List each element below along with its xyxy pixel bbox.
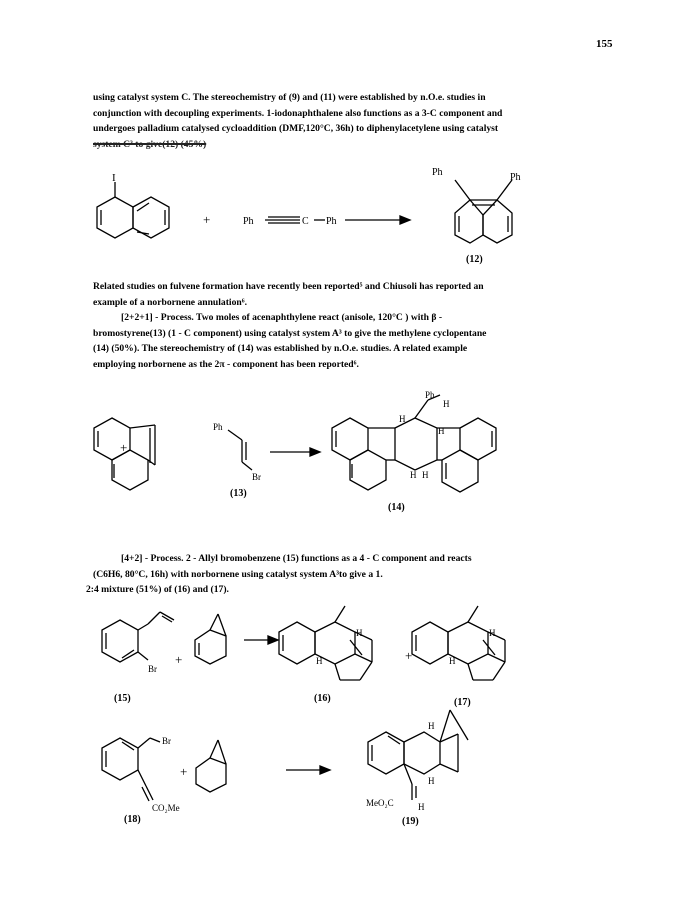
plus-sign: + — [405, 648, 413, 663]
br-label: Br — [252, 472, 261, 482]
br-label: Br — [148, 664, 157, 674]
text-line: 2:4 mixture (51%) of (16) and (17). — [86, 584, 229, 595]
benzene-ring — [102, 738, 138, 780]
h-label: H — [399, 414, 406, 424]
compound-label-16: (16) — [314, 693, 331, 704]
plus-sign: + — [120, 440, 128, 455]
compound-label-12: (12) — [466, 254, 483, 265]
compound-label-18: (18) — [124, 814, 141, 825]
compound-label-15: (15) — [114, 693, 131, 704]
ester-label: CO₂Me — [152, 803, 180, 813]
compound-label-14: (14) — [388, 502, 405, 513]
alkyne-c: C — [302, 216, 309, 227]
text-line: employing norbornene as the 2π - component has been reported⁶. — [93, 358, 359, 370]
compound-label-13: (13) — [230, 488, 247, 499]
h-label: H — [418, 802, 425, 812]
product-ph-left: Ph — [432, 167, 443, 178]
text-line-struck: system C³ to give(12) (45%) — [93, 138, 207, 150]
h-label: H — [428, 776, 435, 786]
text-line: using catalyst system C. The stereochemistry of (9) and (11) were established by n.O.e. studies in — [93, 92, 486, 103]
text-line: [2+2+1] - Process. Two moles of acenaphthylene react (anisole, 120°C ) with β - — [121, 312, 443, 323]
text-line: (C6H6, 80°C, 16h) with norbornene using catalyst system A³to give a 1. — [93, 568, 383, 580]
text-line: conjunction with decoupling experiments. 1-iodonaphthalene also functions as a 3-C component and — [93, 107, 503, 119]
text-line: bromostyrene(13) (1 - C component) using catalyst system A³ to give the methylene cyclopentane — [93, 327, 487, 339]
text-line: example of a norbornene annulation⁶. — [93, 296, 247, 308]
h-label: H — [410, 470, 417, 480]
alkyne-ph-left: Ph — [243, 216, 254, 227]
h-label: H — [443, 399, 450, 409]
h-label: H — [422, 470, 429, 480]
product-ph-label: Ph — [425, 390, 435, 400]
norbornene-ring — [196, 758, 226, 792]
product-ph-right: Ph — [510, 172, 521, 183]
text-line: Related studies on fulvene formation have recently been reported⁵ and Chiusoli has reported an — [93, 281, 484, 292]
h-label: H — [438, 426, 445, 436]
br-label: Br — [162, 736, 171, 746]
plus-sign: + — [203, 212, 211, 227]
text-line: [4+2] - Process. 2 - Allyl bromobenzene (15) functions as a 4 - C component and reacts — [121, 553, 472, 564]
text-line: (14) (50%). The stereochemistry of (14) was established by n.O.e. studies. A related example — [93, 343, 468, 354]
iodo-label: I — [112, 172, 116, 184]
ester-label: MeO₂C — [366, 798, 394, 808]
h-label: H — [356, 628, 363, 638]
h-label: H — [449, 656, 456, 666]
plus-sign: + — [175, 652, 183, 667]
h-label: H — [316, 656, 323, 666]
benzene-ring — [368, 732, 404, 774]
plus-sign: + — [180, 764, 188, 779]
h-label: H — [428, 721, 435, 731]
alkyne-ph-right: Ph — [326, 216, 337, 227]
compound-label-19: (19) — [402, 816, 419, 827]
compound-label-17: (17) — [454, 697, 471, 708]
h-label: H — [489, 628, 496, 638]
page-number: 155 — [596, 38, 613, 50]
cyclohexane-ring — [404, 732, 440, 774]
text-line: undergoes palladium catalysed cycloaddition (DMF,120°C, 36h) to diphenylacetylene using catalyst — [93, 123, 499, 134]
ph-label: Ph — [213, 422, 223, 432]
